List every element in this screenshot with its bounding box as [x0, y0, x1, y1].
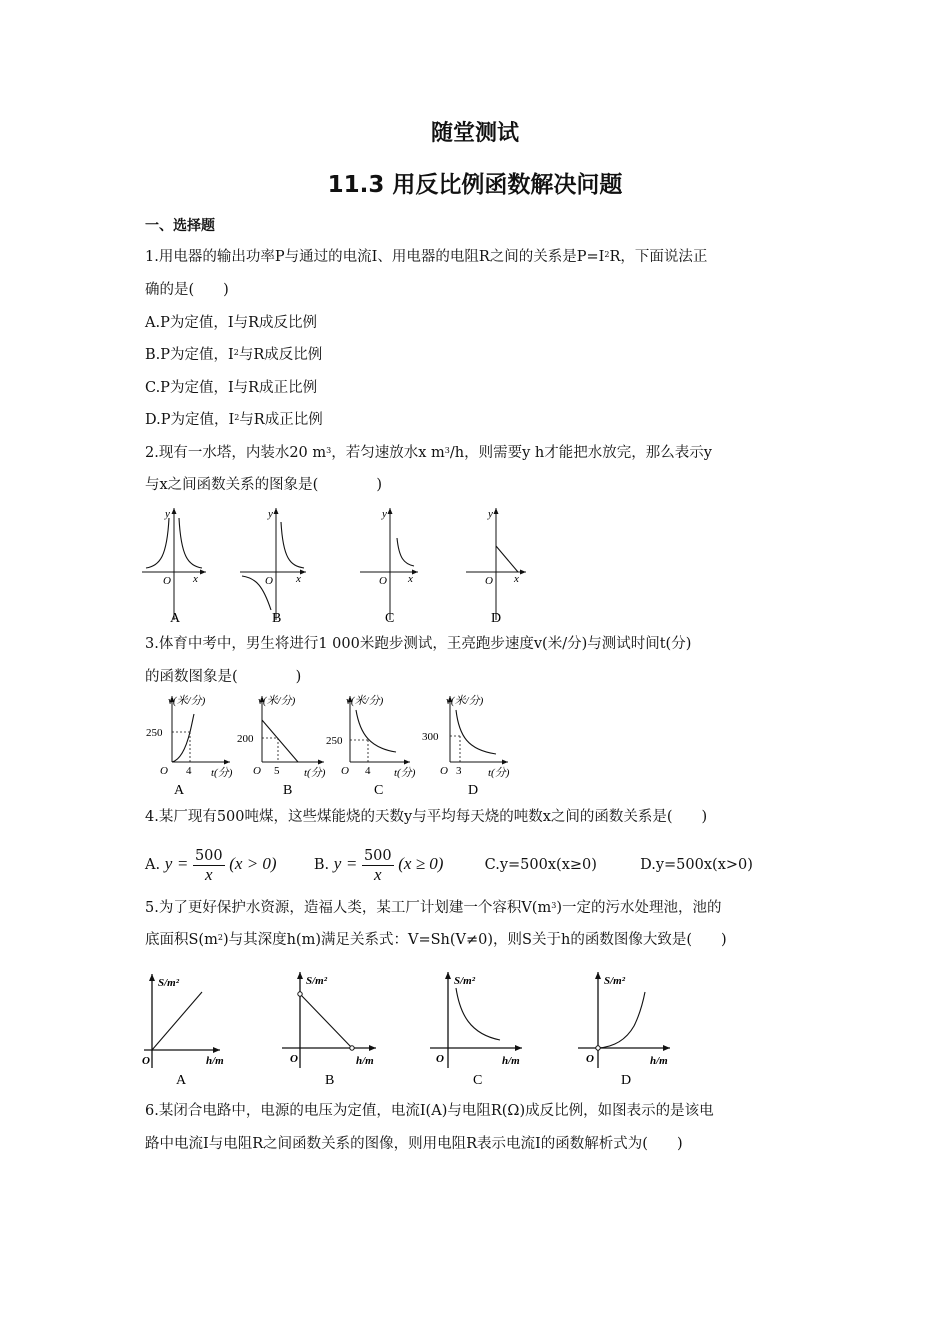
q2c-x-label: x	[408, 573, 413, 585]
q2d-y-label: y	[488, 508, 493, 520]
q5a-y-label: S/m²	[158, 977, 180, 989]
q3a-curve	[172, 714, 194, 762]
q2b-curve-right	[281, 522, 304, 568]
q4-option-a: A. y = $\frac{500}{x}$ (x > 0)	[145, 847, 277, 884]
q5d-x-label: h/m	[650, 1055, 668, 1067]
q2a-curve-left	[146, 518, 169, 568]
q3a-y-label: v(米/分)	[168, 695, 206, 707]
q3b-origin: O	[253, 765, 261, 777]
q2b-choice-label: B	[272, 611, 282, 626]
q5d-origin: O	[586, 1053, 594, 1065]
q5d-y-label: S/m²	[604, 975, 626, 987]
q6-stem-line2: 路中电流I与电阻R之间函数关系的图像，则用电阻R表示电流I的函数解析式为( )	[145, 1136, 683, 1152]
q3c-y-value: 250	[326, 735, 343, 747]
q3b-segment	[262, 720, 298, 762]
q4-options	[145, 842, 753, 886]
q5b-choice-label: B	[325, 1073, 335, 1088]
q2-stem-line2: 与x之间函数关系的图象是( )	[145, 477, 382, 493]
q5c-x-label: h/m	[502, 1055, 520, 1067]
q3b-y-value: 200	[237, 733, 254, 745]
q2-graphs	[138, 500, 538, 628]
q3d-x-label: t(分)	[488, 767, 510, 779]
q3a-origin: O	[160, 765, 168, 777]
q2a-y-label: y	[165, 508, 170, 520]
page-subtitle: 11.3 用反比例函数解决问题	[327, 172, 623, 198]
q6-stem-line1: 6.某闭合电路中，电源的电压为定值，电流I(A)与电阻R(Ω)成反比例，如图表示的是该电	[145, 1103, 714, 1119]
q2-graph-a	[142, 508, 206, 626]
q5a-origin: O	[142, 1055, 150, 1067]
q5b-x-label: h/m	[356, 1055, 374, 1067]
q3d-x-value: 3	[456, 765, 462, 777]
page-title: 随堂测试	[430, 121, 519, 146]
q5a-line	[152, 992, 202, 1050]
q2b-y-label: y	[268, 508, 273, 520]
q2d-segment	[496, 546, 518, 572]
q3c-x-label: t(分)	[394, 767, 416, 779]
q3d-origin: O	[440, 765, 448, 777]
q3c-y-label: v(米/分)	[346, 695, 384, 707]
q3a-x-label: t(分)	[211, 767, 233, 779]
q3d-choice-label: D	[468, 783, 479, 798]
q2-graph-c	[360, 508, 418, 626]
q3d-y-label: v(米/分)	[446, 695, 484, 707]
q1-stem-line1: 1.用电器的输出功率P与通过的电流I、用电器的电阻R之间的关系是$P=I^2R$，下面说法正	[145, 249, 708, 265]
q2b-x-label: x	[296, 573, 301, 585]
q3d-curve	[456, 710, 496, 754]
q2a-origin: O	[163, 575, 171, 587]
q2d-origin: O	[485, 575, 493, 587]
q3a-choice-label: A	[174, 783, 185, 798]
q2-graph-b	[240, 508, 306, 626]
q4-stem: 4.某厂现有500吨煤，这些煤能烧的天数y与平均每天烧的吨数x之间的函数关系是( )	[145, 809, 708, 825]
q3c-x-value: 4	[365, 765, 371, 777]
q2c-curve	[397, 538, 414, 566]
q2-graph-d	[466, 508, 526, 626]
q5b-line	[300, 994, 352, 1048]
q5-graph-a	[142, 974, 224, 1088]
q3c-choice-label: C	[374, 783, 384, 798]
q1-stem-line2: 确的是( )	[145, 282, 229, 298]
q3b-y-label: v(米/分)	[258, 695, 296, 707]
q3-graph-a	[146, 694, 233, 798]
q5c-curve	[456, 988, 500, 1040]
q2d-choice-label: D	[491, 611, 502, 626]
q5c-origin: O	[436, 1053, 444, 1065]
q2a-choice-label: A	[170, 611, 181, 626]
q2a-curve-right	[179, 518, 202, 568]
q1-option-d: D.P为定值，$I^2$与R成正比例	[145, 412, 323, 428]
q5d-choice-label: D	[621, 1073, 632, 1088]
q3-stem-line1: 3.体育中考中，男生将进行1 000米跑步测试，王亮跑步速度v(米/分)与测试时间t(分)	[145, 636, 692, 652]
q3c-curve	[356, 710, 396, 752]
q5-stem-line1: 5.为了更好保护水资源，造福人类，某工厂计划建一个容积$V(m^3)$一定的污水处理池，池的	[145, 900, 722, 916]
q5-graph-c	[430, 972, 522, 1088]
q5-graph-d	[578, 972, 670, 1088]
q3a-x-value: 4	[186, 765, 192, 777]
q3b-choice-label: B	[283, 783, 293, 798]
q3a-y-value: 250	[146, 727, 163, 739]
q2a-x-label: x	[193, 573, 198, 585]
q3c-origin: O	[341, 765, 349, 777]
q1-option-a: A.P为定值，I与R成反比例	[145, 315, 317, 331]
q3d-y-value: 300	[422, 731, 439, 743]
q2c-origin: O	[379, 575, 387, 587]
q5c-choice-label: C	[473, 1073, 483, 1088]
q5-graph-b	[282, 972, 376, 1088]
q5-stem-line2: 底面积$S(m^2)$与其深度h(m)满足关系式：V=Sh(V≠0)，则S关于h的函数图像大致是( )	[145, 932, 727, 948]
q5b-y-label: S/m²	[306, 975, 328, 987]
q2b-origin: O	[265, 575, 273, 587]
q1-option-c: C.P为定值，I与R成正比例	[145, 380, 318, 396]
q2-stem-line1: 2.现有一水塔，内装水20 $m^3$，若匀速放水x $m^3/h$，则需要y h才能把水放完，那么表示y	[145, 445, 712, 461]
q2c-choice-label: C	[385, 611, 395, 626]
q3-graph-c	[326, 694, 416, 798]
q2c-y-label: y	[382, 508, 387, 520]
q2d-x-label: x	[514, 573, 519, 585]
q3-graph-d	[422, 694, 510, 798]
q5a-x-label: h/m	[206, 1055, 224, 1067]
section-heading: 一、选择题	[145, 218, 215, 234]
q3b-x-value: 5	[274, 765, 280, 777]
q4-option-b: B. y = $\frac{500}{x}$ (x ≥ 0)	[313, 847, 444, 884]
q3b-x-label: t(分)	[304, 767, 326, 779]
q3-graph-b	[237, 694, 326, 798]
q5-graphs	[140, 968, 680, 1088]
q3-graphs	[138, 690, 518, 798]
q1-option-b: B.P为定值，$I^2$与R成反比例	[145, 347, 323, 363]
q4-option-c: C.y=500x(x≥0)	[484, 857, 597, 873]
q5c-y-label: S/m²	[454, 975, 476, 987]
q5a-choice-label: A	[176, 1073, 187, 1088]
q5b-origin: O	[290, 1053, 298, 1065]
q5d-curve	[598, 992, 645, 1048]
q4-option-d: D.y=500x(x>0)	[640, 857, 753, 873]
q3-stem-line2: 的函数图象是( )	[145, 669, 302, 685]
